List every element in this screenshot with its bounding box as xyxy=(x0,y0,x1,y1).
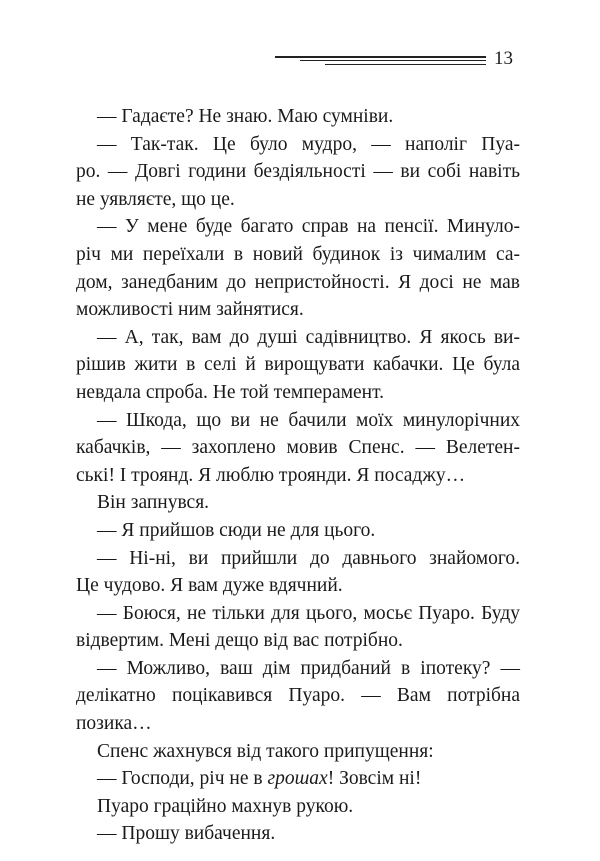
paragraph xyxy=(76,820,520,848)
paragraph xyxy=(76,324,520,407)
header-rule-thin xyxy=(325,64,486,65)
text-line: — Прошу вибачення. xyxy=(97,823,276,845)
paragraph xyxy=(76,738,520,766)
text-line: — Ні-ні, ви прийшли до давнього знайомого. xyxy=(97,547,520,569)
paragraph xyxy=(76,407,520,490)
paragraph xyxy=(76,655,520,738)
page-number: 13 xyxy=(494,48,513,69)
page-header xyxy=(0,48,600,72)
text-line: делікатно поцікавився Пуаро. — Вам потрібна xyxy=(76,685,520,707)
header-rule-thin xyxy=(300,60,486,61)
body-text xyxy=(76,103,520,848)
text-line: — Господи, річ не в грошах! Зовсім ні! xyxy=(97,768,422,790)
text-line: відвертим. Мені дещо від вас потрібно. xyxy=(76,630,403,652)
paragraph xyxy=(76,213,520,323)
text-line: Пуаро граційно махнув рукою. xyxy=(97,795,354,817)
text-line: невдала спроба. Не той темперамент. xyxy=(76,381,385,403)
paragraph xyxy=(76,489,520,517)
text-line: — Боюся, не тільки для цього, мосьє Пуаро. Буду xyxy=(97,602,520,624)
text-line: — Я прийшов сюди не для цього. xyxy=(97,519,376,541)
text-line: — А, так, вам до душі садівництво. Я якось ви- xyxy=(97,326,520,348)
text-line: дом, занедбаним до непристойності. Я досі не мав xyxy=(76,271,520,293)
paragraph xyxy=(76,600,520,655)
text-line: Спенс жахнувся від такого припущення: xyxy=(97,740,434,762)
text-line: річ ми переїхали в новий будинок із чималим са- xyxy=(76,243,520,265)
text-line: ські! І троянд. Я люблю троянди. Я посаджу… xyxy=(76,464,466,486)
text-line: кабачків, — захоплено мовив Спенс. — Велетен- xyxy=(76,437,520,459)
paragraph xyxy=(76,765,520,793)
text-line: — У мене буде багато справ на пенсії. Минуло- xyxy=(97,216,520,238)
text-line: — Гадаєте? Не знаю. Маю сумніви. xyxy=(97,106,394,127)
text-line: ро. — Довгі години бездіяльності — ви собі навіть xyxy=(76,161,520,183)
text-line: Він запнувся. xyxy=(97,492,210,514)
text-line: — Так-так. Це було мудро, — наполіг Пуа- xyxy=(97,133,520,155)
text-line: не уявляєте, що це. xyxy=(76,188,235,210)
text-line: — Можливо, ваш дім придбаний в іпотеку? — xyxy=(97,657,520,679)
paragraph xyxy=(76,517,520,545)
text-line: позика… xyxy=(76,713,152,735)
header-rule-thick xyxy=(275,56,486,58)
paragraph xyxy=(76,103,520,131)
paragraph xyxy=(76,131,520,214)
text-line: рішив жити в селі й вирощувати кабачки. Це була xyxy=(76,354,520,376)
emphasis: грошах xyxy=(267,768,328,790)
text-line: Це чудово. Я вам дуже вдячний. xyxy=(76,575,343,597)
paragraph xyxy=(76,793,520,821)
paragraph xyxy=(76,545,520,600)
text-line: — Шкода, що ви не бачили моїх минулорічних xyxy=(97,409,520,431)
text-line: можливості ним зайнятися. xyxy=(76,299,304,321)
